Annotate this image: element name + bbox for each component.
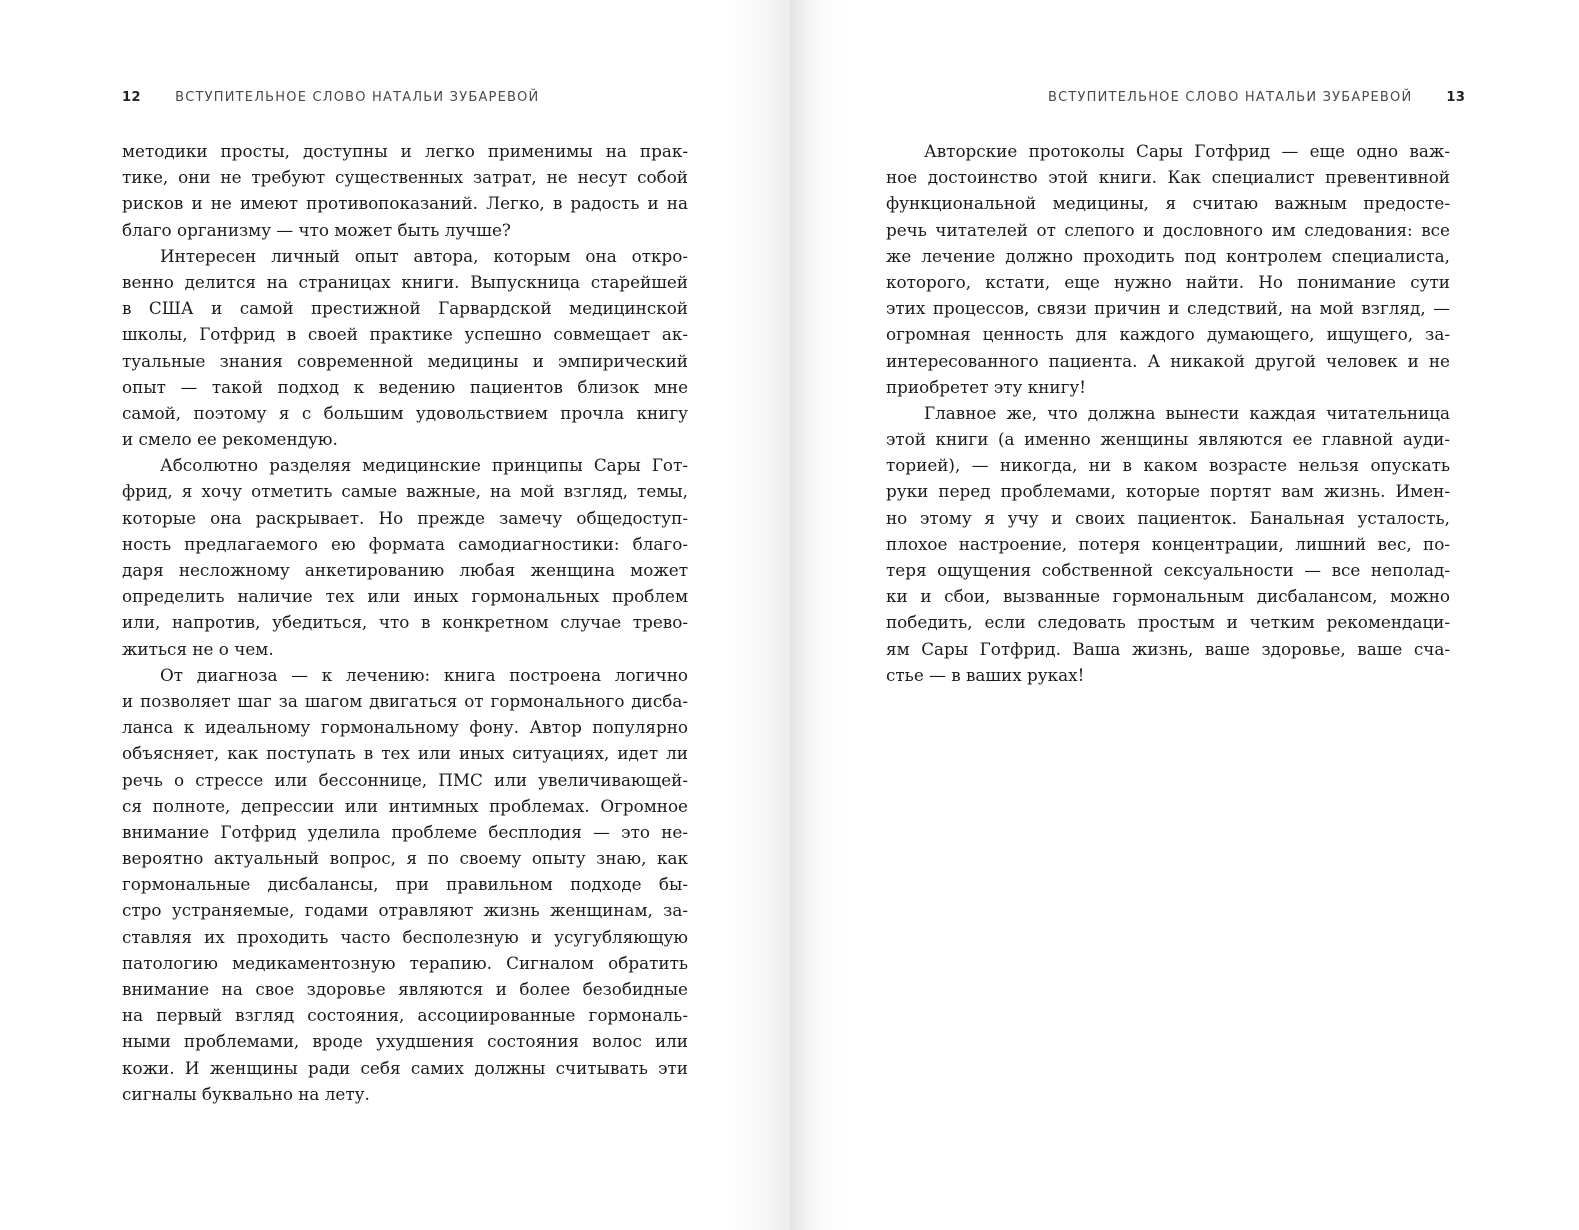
text-line: победить, если следовать простым и четким рекомендаци- [886, 612, 1450, 633]
text-line: на первый взгляд состояния, ассоциированные гормональ- [122, 1005, 688, 1026]
text-line: венно делится на страницах книги. Выпускница старейшей [122, 271, 688, 292]
left-running-head [122, 90, 539, 110]
text-line: интересованного пациента. А никакой другой человек и не [886, 350, 1450, 371]
text-line: этой книги (а именно женщины являются ее главной ауди- [886, 429, 1450, 450]
text-line: ность предлагаемого ею формата самодиагностики: благо- [122, 533, 688, 554]
text-line: тике, они не требуют существенных затрат, не несут собой [122, 167, 688, 188]
text-line: в США и самой престижной Гарвардской медицинской [122, 298, 688, 319]
right-page [790, 0, 1579, 1230]
text-line: стро устраняемые, годами отравляют жизнь женщинам, за- [122, 900, 688, 921]
text-line: этих процессов, связи причин и следствий, на мой взгляд, — [886, 298, 1450, 319]
text-line: которого, кстати, еще нужно найти. Но понимание сути [886, 271, 1450, 292]
text-line: внимание Готфрид уделила проблеме бесплодия — это не- [122, 821, 688, 842]
text-line: ланса к идеальному гормональному фону. Автор популярно [122, 717, 688, 738]
text-line: речь о стрессе или бессоннице, ПМС или увеличивающей- [122, 769, 688, 790]
text-line: ными проблемами, вроде ухудшения состояния волос или [122, 1031, 688, 1052]
text-line: рисков и не имеют противопоказаний. Легко, в радость и на [122, 193, 688, 214]
right-running-head [1048, 90, 1466, 110]
text-line: речь читателей от слепого и дословного им следования: все [886, 219, 1450, 240]
text-line: благо организму — что может быть лучше? [122, 219, 511, 240]
text-line: которые она раскрывает. Но прежде замечу общедоступ- [122, 507, 688, 528]
text-line: но этому я учу и своих пациенток. Банальная усталость, [886, 507, 1450, 528]
text-line: ное достоинство этой книги. Как специалист превентивной [886, 167, 1450, 188]
text-line: огромная ценность для каждого думающего, ищущего, за- [886, 324, 1450, 345]
text-line: туальные знания современной медицины и эмпирический [122, 350, 688, 371]
left-body-text [122, 138, 688, 1107]
right-body-text [886, 138, 1450, 688]
text-line: объясняет, как поступать в тех или иных ситуациях, идет ли [122, 743, 688, 764]
text-line: стье — в ваших руках! [886, 664, 1085, 685]
page-number: 13 [1446, 90, 1466, 105]
text-line: Главное же, что должна вынести каждая читательница [924, 402, 1450, 423]
text-line: кожи. И женщины ради себя самих должны считывать эти [122, 1057, 688, 1078]
text-line: функциональной медицины, я считаю важным предосте- [886, 193, 1450, 214]
running-head-title: ВСТУПИТЕЛЬНОЕ СЛОВО НАТАЛЬИ ЗУБАРЕВОЙ [175, 90, 540, 105]
text-line: От диагноза — к лечению: книга построена логично [160, 664, 688, 685]
text-line: даря несложному анкетированию любая женщина может [122, 560, 688, 580]
text-line: опыт — такой подход к ведению пациентов близок мне [122, 376, 688, 397]
text-line: и смело ее рекомендую. [122, 429, 338, 450]
text-line: плохое настроение, потеря концентрации, лишний вес, по- [886, 533, 1450, 554]
text-line: ся полноте, депрессии или интимных проблемах. Огромное [122, 795, 688, 816]
text-line: ставляя их проходить часто бесполезную и усугубляющую [122, 926, 688, 947]
text-line: же лечение должно проходить под контролем специалиста, [886, 245, 1450, 266]
text-line: гормональные дисбалансы, при правильном подходе бы- [122, 874, 688, 895]
text-line: Авторские протоколы Сары Готфрид — еще одно важ- [924, 141, 1450, 161]
text-line: житься не о чем. [122, 638, 274, 659]
text-line: вероятно актуальный вопрос, я по своему опыту знаю, как [122, 848, 688, 869]
text-line: сигналы буквально на лету. [122, 1083, 370, 1104]
text-line: приобретет эту книгу! [886, 376, 1086, 397]
text-line: самой, поэтому я с большим удовольствием прочла книгу [122, 402, 688, 423]
text-line: Абсолютно разделяя медицинские принципы Сары Гот- [160, 455, 688, 476]
text-line: школы, Готфрид в своей практике успешно совмещает ак- [122, 324, 688, 345]
text-line: руки перед проблемами, которые портят вам жизнь. Имен- [886, 481, 1450, 502]
text-line: или, напротив, убедиться, что в конкретном случае трево- [122, 612, 688, 633]
page-number: 12 [122, 90, 142, 105]
text-line: фрид, я хочу отметить самые важные, на мой взгляд, темы, [122, 481, 688, 502]
text-line: патологию медикаментозную терапию. Сигналом обратить [122, 952, 688, 973]
running-head-title: ВСТУПИТЕЛЬНОЕ СЛОВО НАТАЛЬИ ЗУБАРЕВОЙ [1048, 90, 1413, 105]
text-line: и позволяет шаг за шагом двигаться от гормонального дисба- [122, 690, 688, 711]
text-line: ям Сары Готфрид. Ваша жизнь, ваше здоровье, ваше сча- [886, 638, 1450, 659]
text-line: ки и сбои, вызванные гормональным дисбалансом, можно [886, 586, 1450, 607]
text-line: Интересен личный опыт автора, которым она откро- [160, 245, 688, 266]
text-line: теря ощущения собственной сексуальности — все неполад- [886, 560, 1450, 580]
text-line: определить наличие тех или иных гормональных проблем [122, 586, 688, 607]
text-line: торией), — никогда, ни в каком возрасте нельзя опускать [886, 455, 1450, 476]
text-line: внимание на свое здоровье являются и более безобидные [122, 979, 688, 999]
text-line: методики просты, доступны и легко применимы на прак- [122, 141, 688, 161]
